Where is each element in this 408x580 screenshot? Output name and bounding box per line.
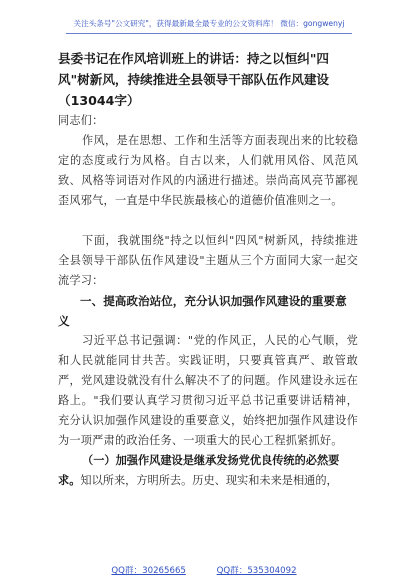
paragraph-gap [58, 211, 358, 231]
page-header-banner: 关注头条号"公文研究"，获得最新最全最专业的公文资料库！ 微信：gongwenyj [66, 18, 352, 34]
qq-group-link[interactable]: QQ群：30265665 [111, 566, 186, 576]
document-title: 县委书记在作风培训班上的讲话：持之以恒纠"四风"树新风，持续推进全县领导干部队伍作风建设（13044字） [58, 51, 330, 108]
subsection-heading-text: 知以所来，方明所去。历史、现实和未来是相通的， [80, 474, 338, 487]
subsection-heading [58, 451, 358, 491]
qq-group-link[interactable]: QQ群：535304092 [216, 566, 297, 576]
document-body [58, 48, 358, 491]
section-heading: 一、提高政治站位，充分认识加强作风建设的重要意义 [58, 294, 347, 328]
salutation: 同志们： [58, 114, 104, 127]
paragraph: 作风，是在思想、工作和生活等方面表现出来的比较稳定的态度或行为风格。自古以来，人们就用风俗、风范风致、风格等词语对作风的内涵进行描述。崇尚高风亮节鄙视歪风邪气，一直是中华民族最核心的道德价值准则之一。 [58, 134, 358, 207]
paragraph: 下面，我就围绕"持之以恒纠"四风"树新风，持续推进全县领导干部队伍作风建设"主题从三个方面同大家一起交流学习： [58, 234, 358, 287]
page-footer [0, 564, 408, 576]
subsection-heading-bold: （一）加强作风建设是继承发扬党优良传统的必然要求。 [58, 454, 340, 487]
paragraph: 习近平总书记强调："党的作风正，人民的心气顺，党和人民就能同甘共苦。实践证明，只要真管真严、敢管敢严，党风建设就没有什么解决不了的问题。作风建设永远在路上。"我们要认真学习贯彻习近平总书记重要讲话精神，充分认识加强作风建设的重要意义，始终把加强作风建设作为一项严肃的政治任务、一项重大的民心工程抓紧抓好。 [58, 334, 358, 447]
